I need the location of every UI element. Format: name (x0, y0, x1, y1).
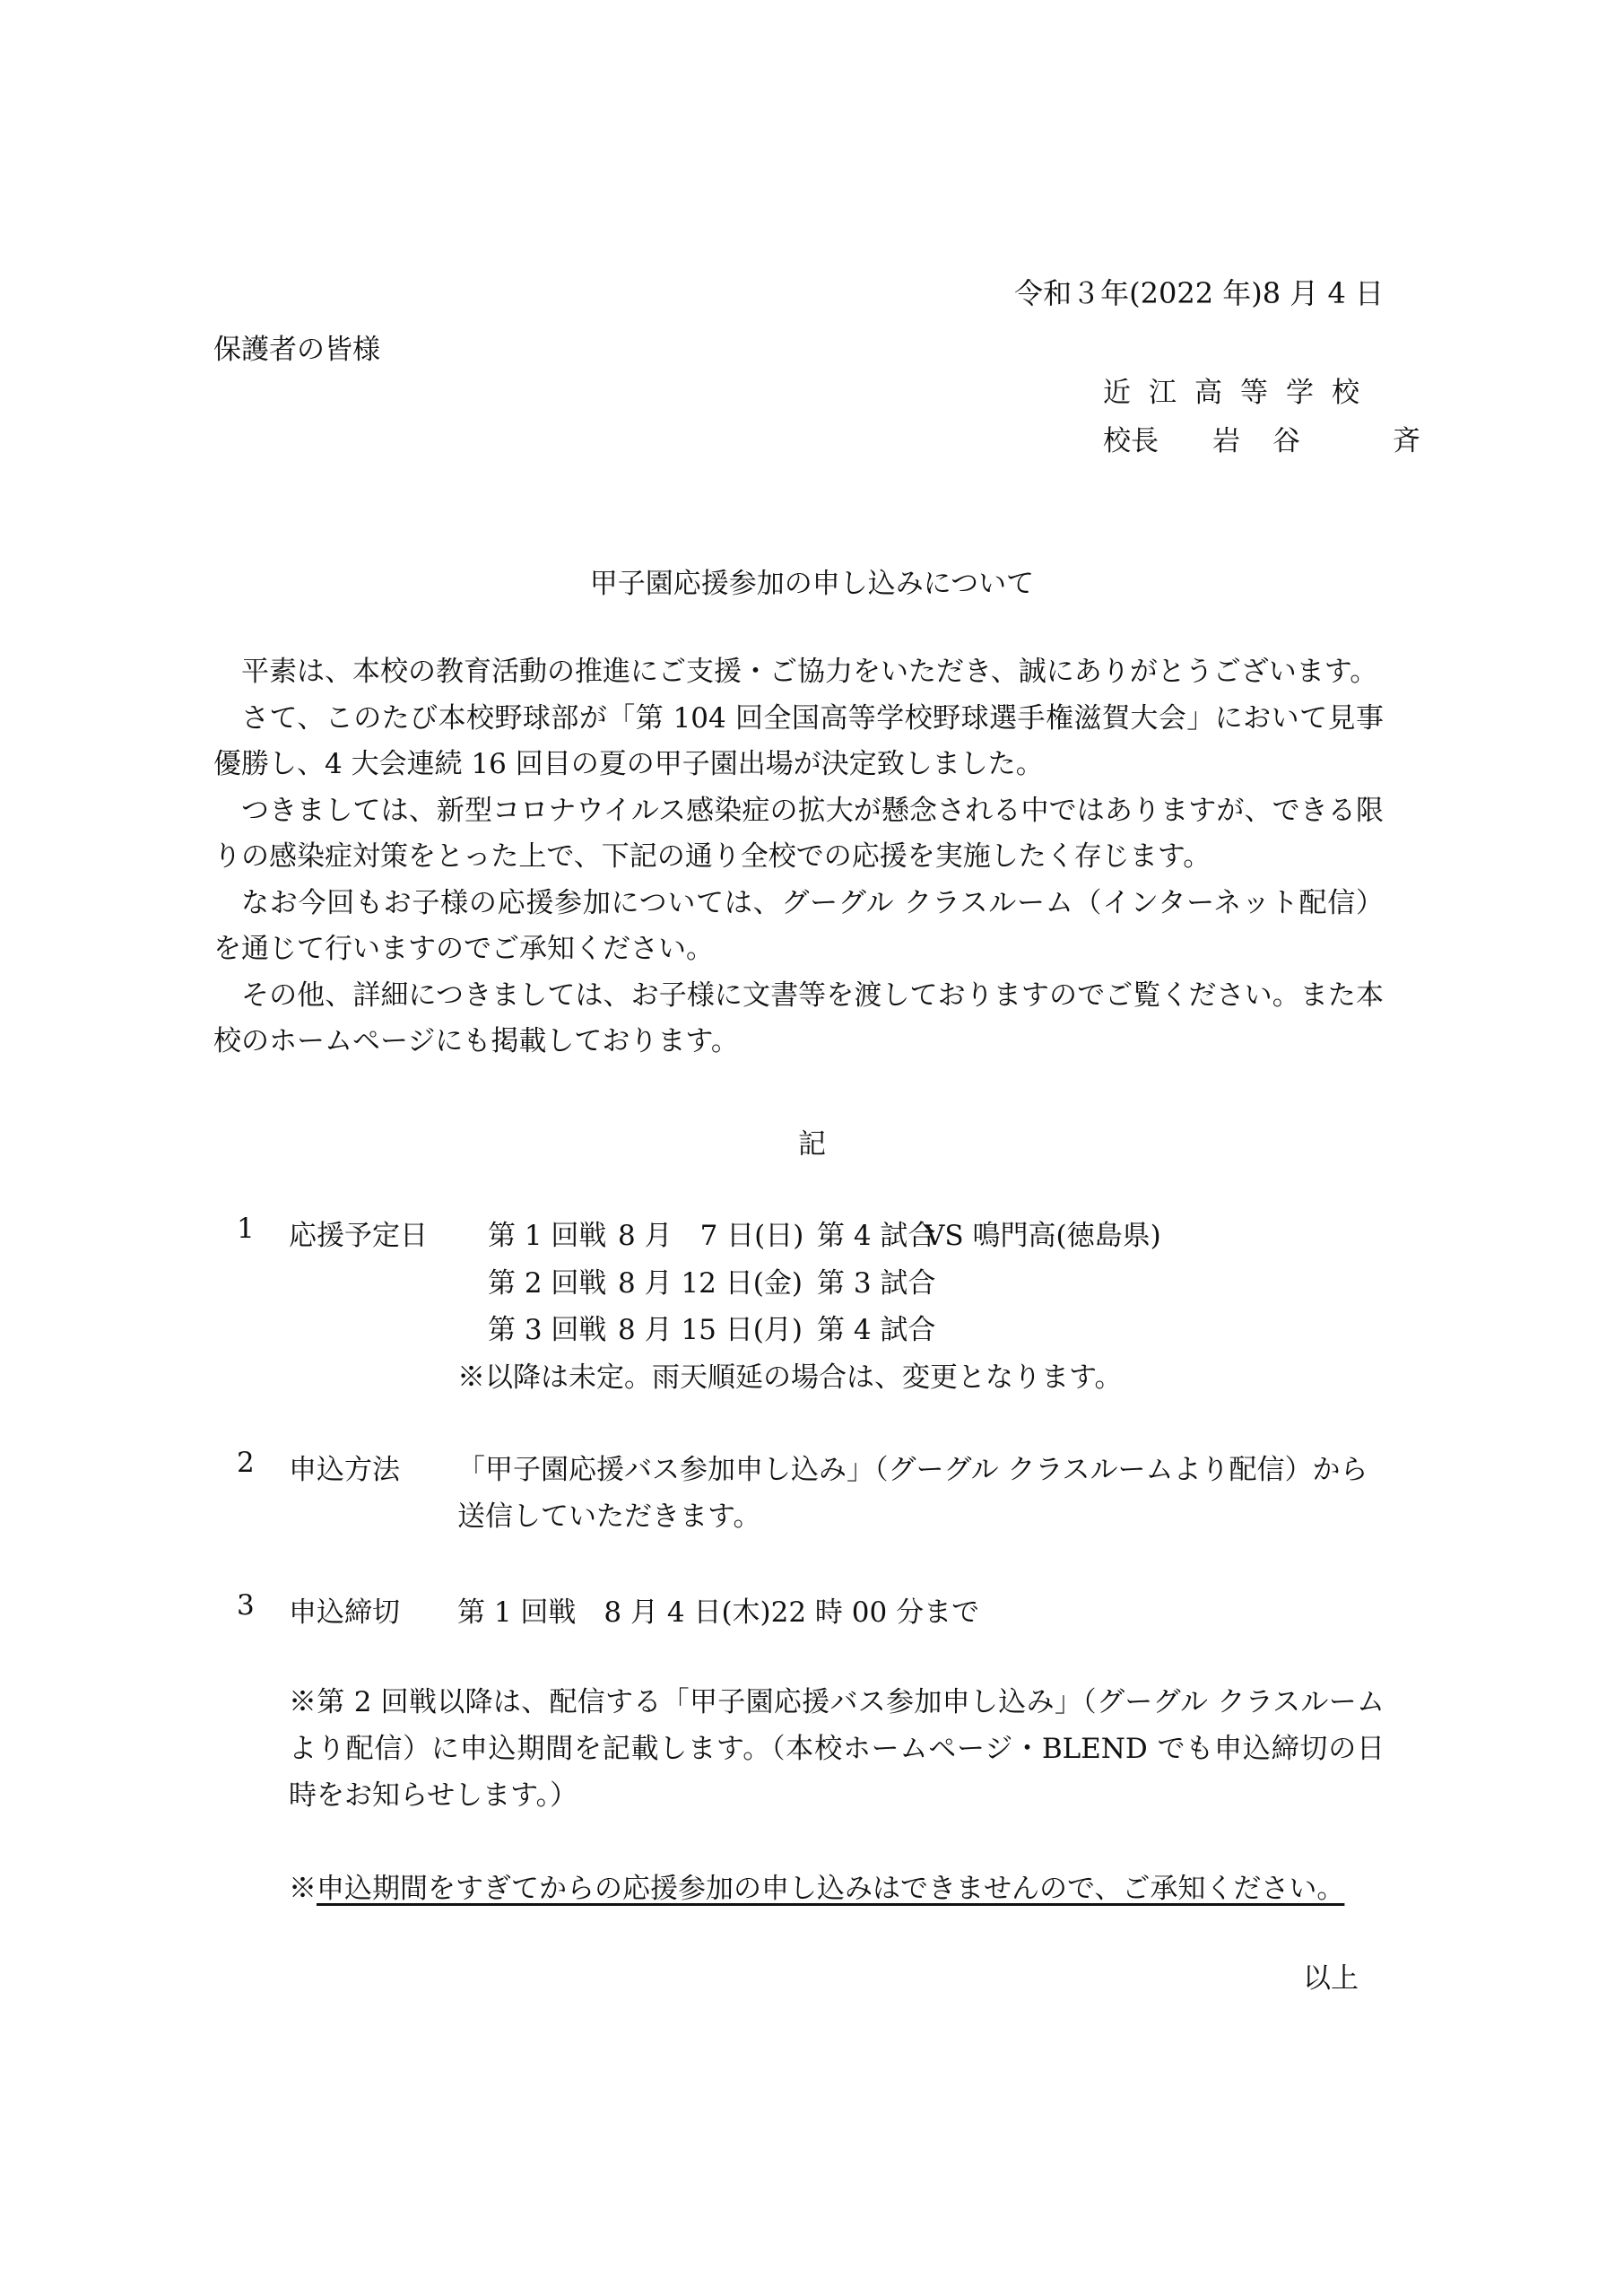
paragraph-announcement: さて、このたび本校野球部が「第 104 回全国高等学校野球選手権滋賀大会」において見事優勝し、4 大会連続 16 回目の夏の甲子園出場が決定致しました。 (213, 701, 1384, 780)
addressee: 保護者の皆様 (213, 334, 380, 366)
closing-mark: 以上 (1303, 1962, 1359, 1995)
warning-text: 申込期間をすぎてからの応援参加の申し込みはできませんので、ご承知ください。 (317, 1873, 1345, 1905)
schedule-date: 8 月 15 日(月) (618, 1314, 803, 1346)
application-period-note: ※第 2 回戦以降は、配信する「甲子園応援バス参加申し込み」（グーグル クラスルームより配信）に申込期間を記載します。（本校ホームページ・BLEND でも申込締切の日時をお知らせします。） (289, 1686, 1385, 1812)
schedule-game: 第 4 試合 (817, 1314, 936, 1346)
warning-mark: ※ (289, 1873, 317, 1905)
item-label-deadline: 申込締切 (289, 1596, 400, 1629)
item-label-schedule: 応援予定日 (289, 1220, 428, 1252)
schedule-row (488, 1213, 1161, 1253)
principal-line (1103, 418, 1453, 458)
schedule-date: 8 月 12 日(金) (618, 1267, 803, 1300)
schedule-game: 第 3 試合 (817, 1267, 936, 1300)
item-label-method: 申込方法 (289, 1454, 400, 1486)
ki-heading: 記 (798, 1128, 826, 1161)
paragraph-support-plan: つきましては、新型コロナウイルス感染症の拡大が懸念される中ではありますが、できる限りの感染症対策をとった上で、下記の通り全校での応援を実施したく存じます。 (213, 794, 1384, 873)
schedule-round: 第 3 回戦 (488, 1314, 607, 1346)
schedule-round: 第 2 回戦 (488, 1267, 607, 1300)
paragraph-classroom: なお今回もお子様の応援参加については、グーグル クラスルーム（インターネット配信）を通じて行いますのでご承知ください。 (213, 886, 1384, 965)
deadline-text: 第 1 回戦 8 月 4 日(木)22 時 00 分まで (457, 1596, 980, 1629)
paragraph-details: その他、詳細につきましては、お子様に文書等を渡しておりますのでご覧ください。また本校のホームページにも掲載しております。 (213, 978, 1384, 1057)
item-number-deadline: 3 (237, 1589, 255, 1622)
document-date: 令和３年(2022 年)8 月 4 日 (1014, 276, 1384, 310)
schedule-date: 8 月 7 日(日) (618, 1220, 804, 1252)
school-name: 近江高等学校 (1103, 377, 1377, 409)
paragraph-greeting: 平素は、本校の教育活動の推進にご支援・ご協力をいただき、誠にありがとうございます。 (241, 656, 1378, 688)
item-number-method: 2 (237, 1447, 255, 1479)
schedule-round: 第 1 回戦 (488, 1220, 607, 1252)
schedule-opponent: VS 鳴門高(徳島県) (925, 1220, 1161, 1252)
principal-name: 岩谷 斉 (1212, 425, 1453, 457)
body-text (213, 649, 1384, 1065)
late-application-warning (289, 1866, 1344, 1906)
schedule-note: ※以降は未定。雨天順延の場合は、変更となります。 (457, 1361, 1123, 1394)
item-number-schedule: 1 (237, 1213, 255, 1245)
method-text: 「甲子園応援バス参加申し込み」（グーグル クラスルームより配信）から送信していただきます。 (457, 1454, 1368, 1533)
schedule-game: 第 4 試合 (817, 1220, 936, 1252)
schedule-row (488, 1307, 936, 1347)
document-title: 甲子園応援参加の申し込みについて (589, 568, 1035, 600)
schedule-row (488, 1260, 936, 1300)
principal-title: 校長 (1103, 425, 1159, 457)
